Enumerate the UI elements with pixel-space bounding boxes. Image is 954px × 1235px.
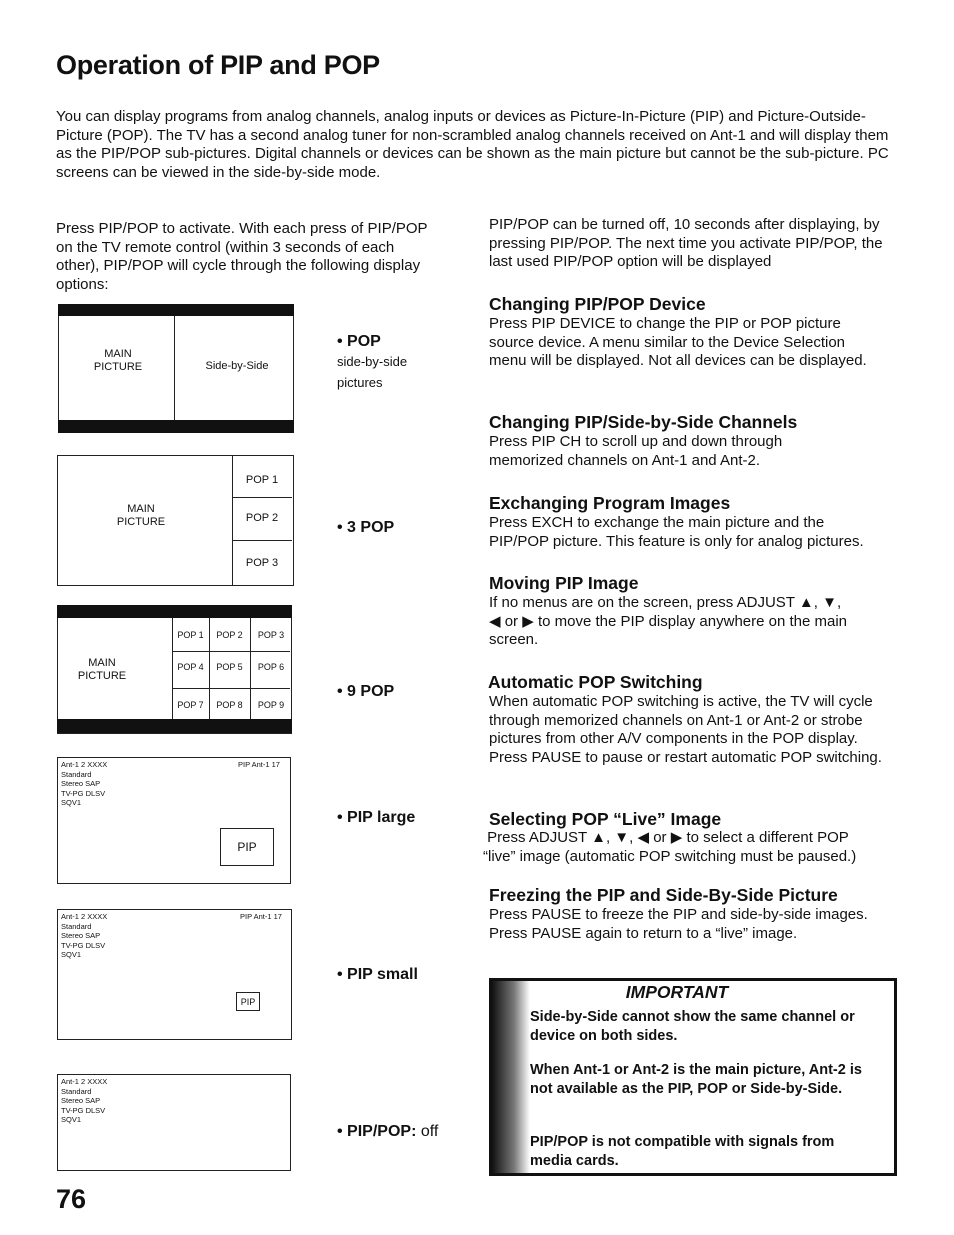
page-number: 76 [56,1184,87,1214]
pip-window-small: PIP [236,992,260,1011]
section-heading-exchange: Exchanging Program Images [489,493,731,513]
down-arrow-icon: ▼ [822,594,837,611]
pop-cell: POP 5 [216,662,243,672]
pip-window-large: PIP [220,828,274,866]
pop-cell: POP 6 [257,662,285,672]
pop-cell: POP 2 [245,512,279,524]
up-arrow-icon: ▲ [798,594,814,611]
right-arrow-icon: ▶ [522,612,534,630]
section-body-freeze: Press PAUSE to freeze the PIP and side-by-side images. Press PAUSE again to return to a “live” image. [489,906,868,942]
section-heading-device: Changing PIP/POP Device [489,294,706,314]
pop-cell: POP 3 [245,557,279,569]
pop-cell: POP 1 [177,630,204,640]
osd-info: Ant-1 2 XXXX Standard Stereo SAP TV-PG DLSV SQV1 [61,760,108,807]
right-intro-paragraph: PIP/POP can be turned off, 10 seconds after displaying, by pressing PIP/POP. The next time you activate PIP/POP, the last used PIP/POP option will be displayed [489,216,883,271]
important-note-2: When Ant-1 or Ant-2 is the main picture, Ant-2 is not available as the PIP, POP or Side-by-Side. [530,1062,862,1097]
section-heading-auto-pop: Automatic POP Switching [488,672,703,692]
down-arrow-icon: ▼ [614,829,630,846]
main-picture-label: MAIN PICTURE [93,348,143,373]
right-arrow-icon: ▶ [670,829,683,846]
option-3-pop: • 3 POP [337,519,395,536]
side-by-side-label: Side-by-Side [205,360,269,372]
page-title: Operation of PIP and POP [56,50,380,80]
pop-cell: POP 9 [257,700,285,710]
important-note-1: Side-by-Side cannot show the same channel or device on both sides. [530,1009,855,1044]
option-pip-small: • PIP small [337,966,418,983]
pop-cell: POP 1 [245,474,279,486]
intro-paragraph: You can display programs from analog channels, analog inputs or devices as Picture-In-Picture (PIP) and Picture-Outside-Picture (POP). The TV has a second analog tuner for non-scrambled analog channels received on Ant-1 and will display them as the PIP/POP sub-pictures. Digital channels or devices can be shown as the main picture but cannot be the sub-picture. PC screens can be viewed in the side-by-side mode. [56,108,889,182]
left-arrow-icon: ◀ [637,829,650,846]
important-title: IMPORTANT [625,982,729,1002]
main-picture-label: MAIN PICTURE [116,503,166,528]
up-arrow-icon: ▲ [591,829,606,846]
section-heading-moving: Moving PIP Image [489,573,639,593]
option-pip-pop-off: • PIP/POP: off [337,1123,439,1140]
left-intro-paragraph: Press PIP/POP to activate. With each press of PIP/POP on the TV remote control (within 3 seconds of each other), PIP/POP will cycle through the following display options: [56,220,428,294]
main-picture-label: MAIN PICTURE [77,657,127,682]
osd-pip-channel: PIP Ant-1 17 [238,760,280,769]
important-note-3: PIP/POP is not compatible with signals from media cards. [530,1134,835,1169]
section-body-device: Press PIP DEVICE to change the PIP or POP picture source device. A menu similar to the Device Selection menu will be displayed. Not all devices can be displayed. [489,315,867,370]
section-heading-freeze: Freezing the PIP and Side-By-Side Picture [489,885,838,905]
osd-info: Ant-1 2 XXXX Standard Stereo SAP TV-PG DLSV SQV1 [61,912,108,959]
osd-info: Ant-1 2 XXXX Standard Stereo SAP TV-PG DLSV SQV1 [61,1077,108,1124]
important-box [489,978,897,1176]
left-arrow-icon: ◀ [489,612,501,630]
section-body-exchange: Press EXCH to exchange the main picture and the PIP/POP picture. This feature is only for analog pictures. [489,514,864,550]
pop-cell: POP 8 [216,700,243,710]
pop-cell: POP 7 [177,700,204,710]
section-body-channels: Press PIP CH to scroll up and down through memorized channels on Ant-1 and Ant-2. [489,433,783,469]
option-pop: • POP side-by-side pictures [337,333,408,390]
section-body-moving: If no menus are on the screen, press ADJUST ▲, ▼, ◀ or ▶ to move the PIP display anywhere on the main screen. [489,594,848,649]
option-pip-large: • PIP large [337,809,416,826]
section-body-live: Press ADJUST ▲, ▼, ◀ or ▶ to select a different POP “live” image (automatic POP switching must be paused.) [483,829,857,865]
section-heading-live: Selecting POP “Live” Image [489,809,722,829]
section-body-auto-pop: When automatic POP switching is active, the TV will cycle through memorized channels on Ant-1 or Ant-2 or strobe pictures from other A/V components in the POP display. Press PAUSE to pause or restart automatic POP switching. [489,693,882,767]
pop-cell: POP 4 [177,662,204,672]
option-9-pop: • 9 POP [337,683,395,700]
section-heading-channels: Changing PIP/Side-by-Side Channels [489,412,798,432]
pop-cell: POP 2 [216,630,243,640]
pop-cell: POP 3 [257,630,285,640]
osd-pip-channel: PIP Ant-1 17 [240,912,282,921]
